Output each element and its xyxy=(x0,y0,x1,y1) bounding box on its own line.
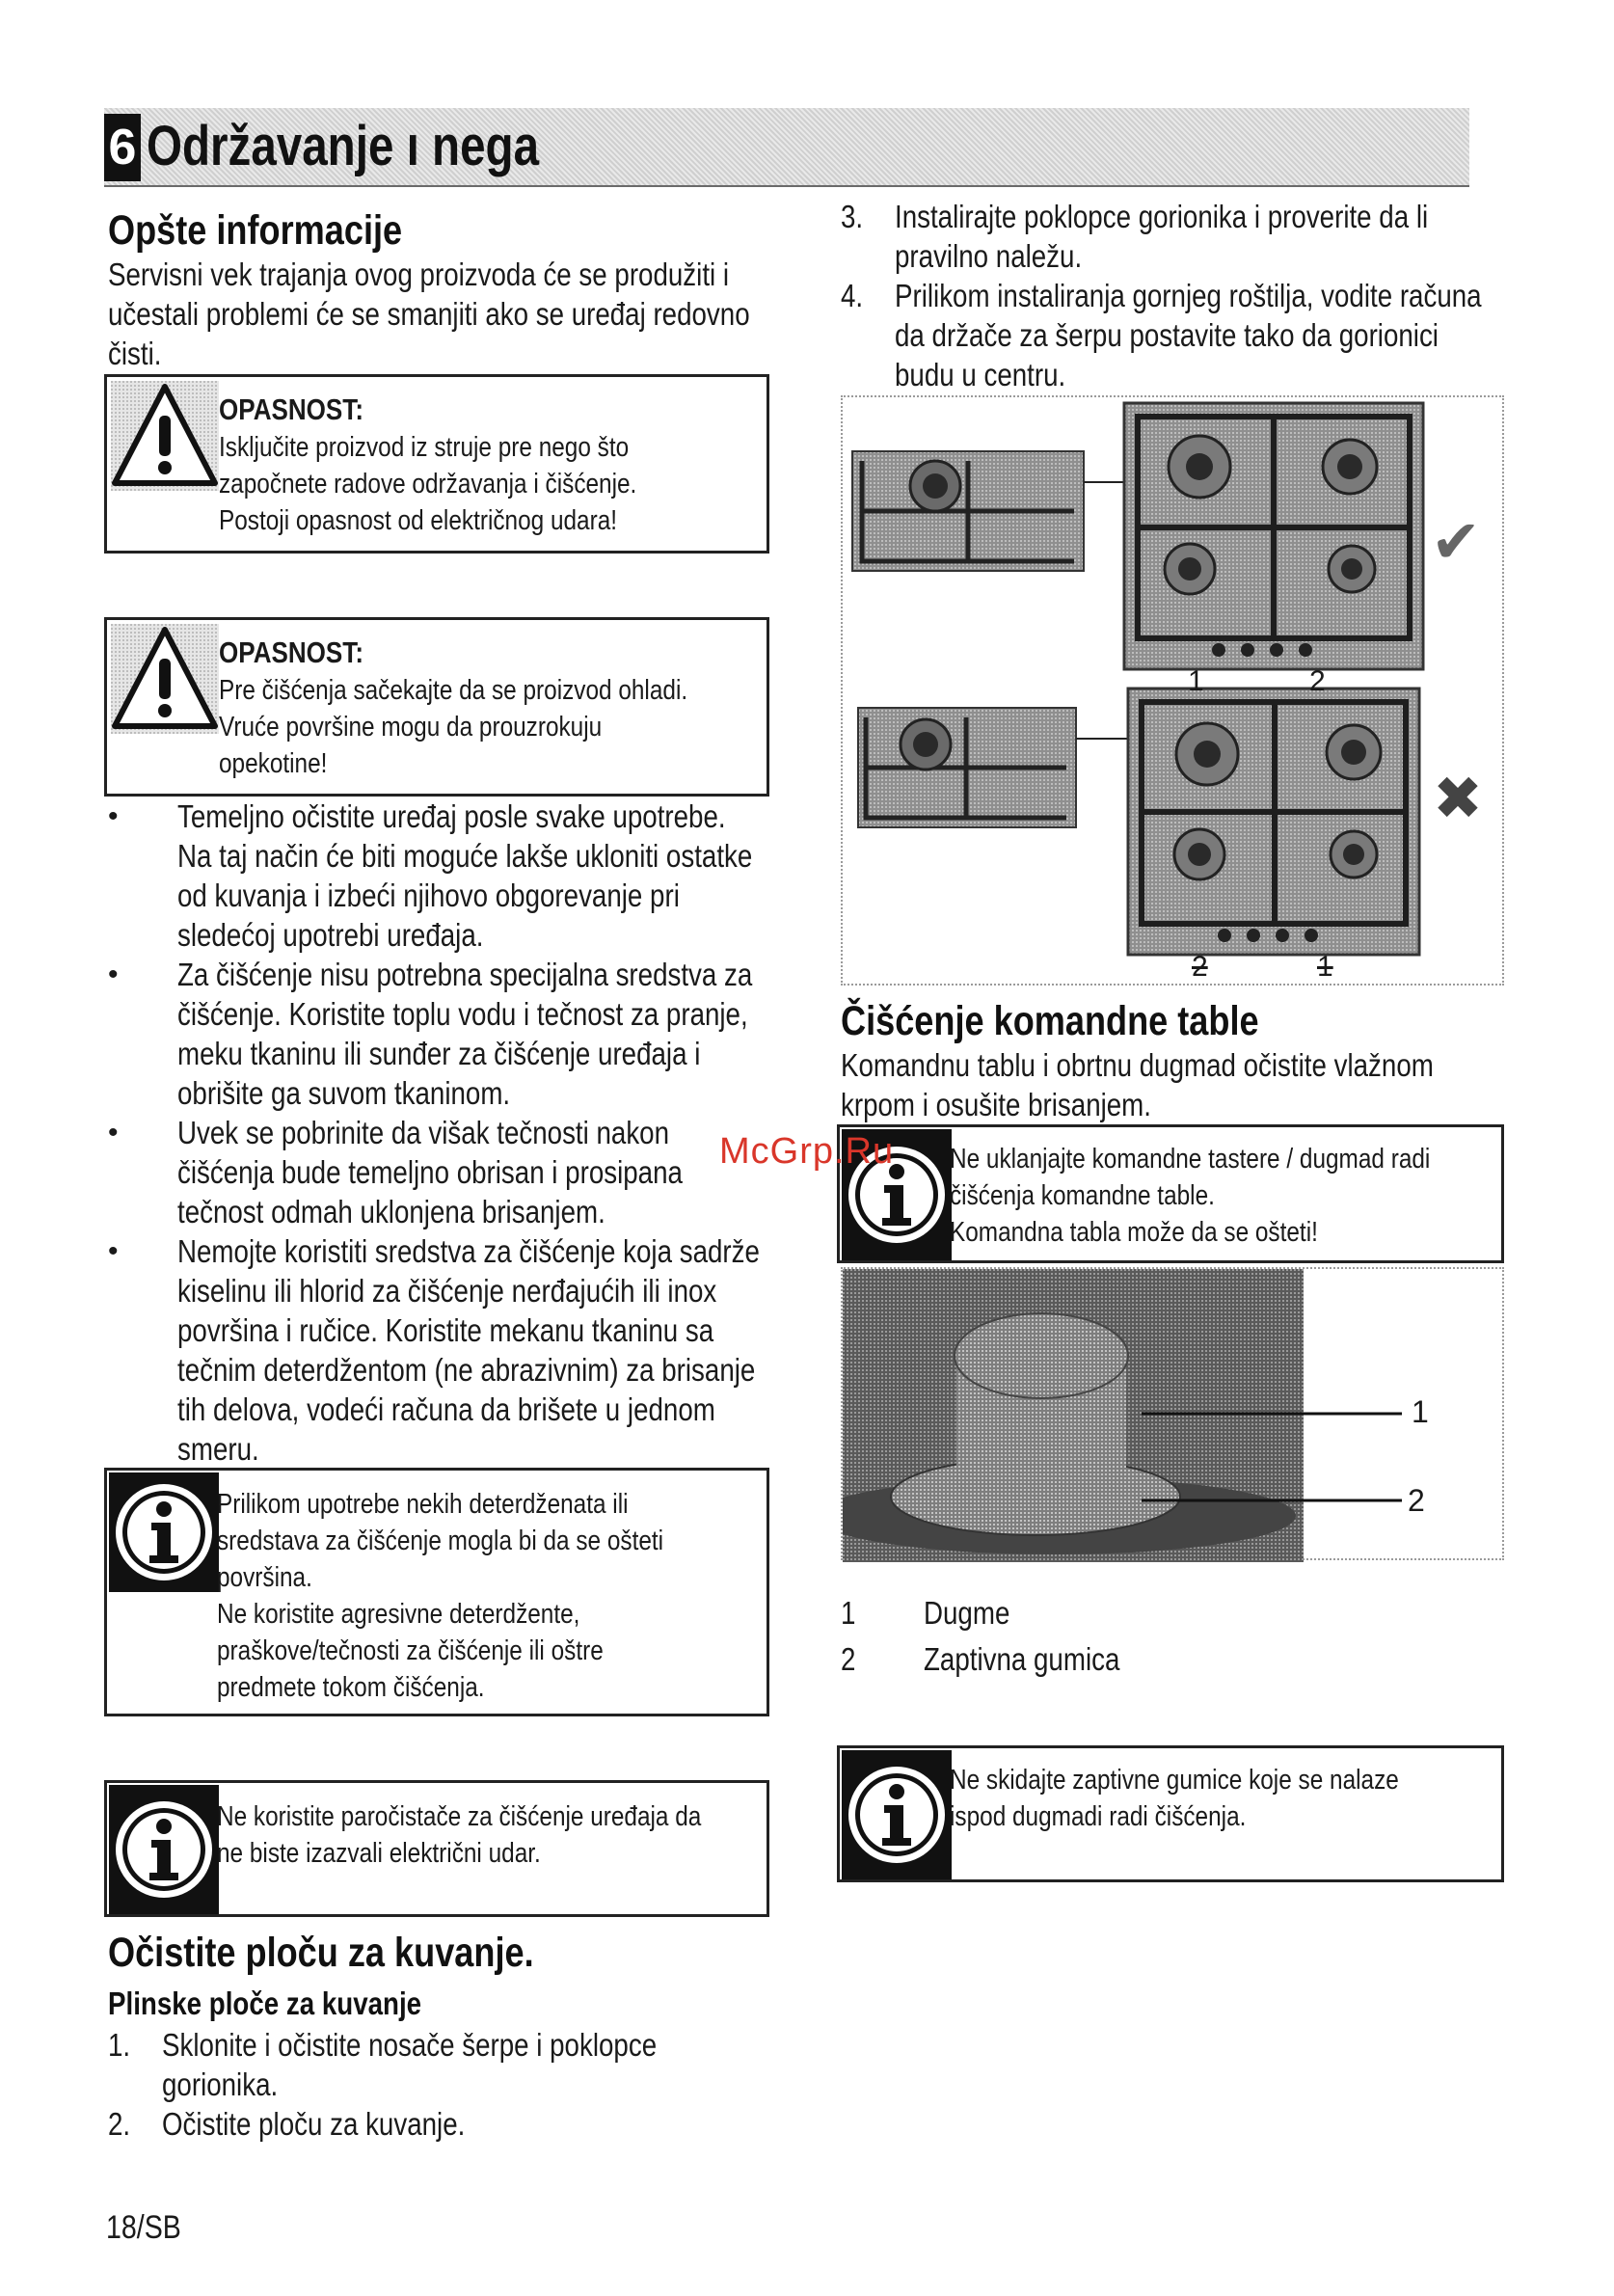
step-line: da držače za šerpu postavite tako da gorionici xyxy=(895,317,1439,353)
warning-triangle-icon xyxy=(111,381,219,491)
bullet-line: meku tkaninu ili sunđer za čišćenje uređaja i xyxy=(177,1036,701,1071)
hob-label: 2 xyxy=(1309,665,1326,697)
legend-label: Dugme xyxy=(924,1595,1010,1631)
step-line: Instalirajte poklopce gorionika i proverite da li xyxy=(895,199,1429,234)
info-box-steam xyxy=(104,1780,769,1917)
cooktop-subtitle: Plinske ploče za kuvanje xyxy=(108,1985,422,2021)
step-line: pravilno naležu. xyxy=(895,238,1083,274)
bullet-line: obrišite ga suvom tkaninom. xyxy=(177,1075,511,1111)
control-panel-title: Čišćenje komandne table xyxy=(841,998,1259,1044)
danger-title: OPASNOST: xyxy=(219,635,363,669)
step-line: Sklonite i očistite nosače šerpe i poklopce xyxy=(162,2027,658,2063)
danger-line: Pre čišćenja sačekajte da se proizvod ohladi. xyxy=(219,675,688,706)
bullet-line: tih delova, vodeći računa da brišete u jednom xyxy=(177,1391,715,1427)
bullet-line: Na taj način će biti moguće lakše ukloniti ostatke xyxy=(177,838,753,874)
control-intro-line: Komandnu tablu i obrtnu dugmad očistite vlažnom xyxy=(841,1047,1434,1083)
info-line: predmete tokom čišćenja. xyxy=(217,1672,485,1703)
page-number: 18/SB xyxy=(106,2209,181,2246)
danger-line: Vruće površine mogu da prouzrokuju xyxy=(219,712,603,743)
info-line: Ne koristite agresivne deterdžente, xyxy=(217,1599,580,1630)
danger-line: Isključite proizvod iz struje pre nego što xyxy=(219,432,630,463)
info-box-detergents xyxy=(104,1468,769,1716)
cross-icon: ✖ xyxy=(1433,766,1483,832)
knob-callout: 1 xyxy=(1412,1394,1429,1429)
step-line: gorionika. xyxy=(162,2066,279,2102)
step-number: 4. xyxy=(841,278,864,313)
bullet-line: sledećoj upotrebi uređaja. xyxy=(177,917,484,953)
info-icon xyxy=(109,1472,219,1592)
general-intro-line: učestali problemi će se smanjiti ako se uređaj redovno xyxy=(108,296,750,332)
bullet-line: površina i ručice. Koristite mekanu tkaninu sa xyxy=(177,1312,714,1348)
info-line: praškove/tečnosti za čišćenje ili oštre xyxy=(217,1635,604,1666)
control-panel-intro xyxy=(841,1045,1434,1124)
step-number: 3. xyxy=(841,199,864,234)
bullet-line: čišćenje. Koristite toplu vodu i tečnost za pranje, xyxy=(177,996,748,1032)
bullet-line: Uvek se pobrinite da višak tečnosti nakon xyxy=(177,1115,670,1150)
info-line: ispod dugmadi radi čišćenja. xyxy=(950,1801,1247,1832)
info-box-gaskets xyxy=(837,1745,1504,1882)
chapter-title: Održavanje ı nega xyxy=(147,115,540,177)
info-box-knobs xyxy=(837,1124,1504,1263)
bullet-line: tečnim deterdžentom (ne abrazivnim) za brisanje xyxy=(177,1352,756,1388)
info-icon xyxy=(842,1750,952,1879)
info-icon xyxy=(109,1785,219,1914)
bullet-marker: • xyxy=(108,1235,119,1267)
info-line: sredstava za čišćenje mogla bi da se ošteti xyxy=(217,1526,664,1556)
hob-illustration xyxy=(843,397,1506,987)
danger-line: Postoji opasnost od električnog udara! xyxy=(219,505,618,536)
info-line: Ne skidajte zaptivne gumice koje se nalaze xyxy=(950,1765,1399,1796)
legend-num: 1 xyxy=(841,1595,856,1631)
info-line: Prilikom upotrebe nekih deterdženata ili xyxy=(217,1489,629,1520)
general-intro-line: čisti. xyxy=(108,336,162,371)
info-line: čišćenja komandne table. xyxy=(950,1180,1215,1211)
bullet-line: Nemojte koristiti sredstva za čišćenje koja sadrže xyxy=(177,1233,760,1269)
cooktop-title: Očistite ploču za kuvanje. xyxy=(108,1930,534,1976)
info-line: Ne koristite paročistače za čišćenje uređaja da xyxy=(217,1801,702,1832)
legend-label: Zaptivna gumica xyxy=(924,1641,1120,1677)
info-line: Ne uklanjajte komandne tastere / dugmad radi xyxy=(950,1144,1431,1175)
legend-num: 2 xyxy=(841,1641,856,1677)
bullet-marker: • xyxy=(108,959,119,990)
info-line: Komandna tabla može da se ošteti! xyxy=(950,1217,1318,1248)
hob-figure xyxy=(841,395,1504,986)
general-intro xyxy=(108,255,750,373)
control-intro-line: krpom i osušite brisanjem. xyxy=(841,1087,1151,1122)
knob-figure xyxy=(841,1267,1504,1560)
step-line: Prilikom instaliranja gornjeg roštilja, vodite računa xyxy=(895,278,1482,313)
info-line: ne biste izazvali električni udar. xyxy=(217,1838,541,1869)
step-line: Očistite ploču za kuvanje. xyxy=(162,2106,466,2142)
bullet-line: Temeljno očistite uređaj posle svake upotrebe. xyxy=(177,798,726,834)
bullet-line: kiselinu ili hlorid za čišćenje nerđajućih ili inox xyxy=(177,1273,717,1309)
danger-line: započnete radove održavanja i čišćenje. xyxy=(219,469,637,500)
bullet-marker: • xyxy=(108,1117,119,1148)
checkmark-icon: ✔ xyxy=(1431,509,1481,576)
step-number: 2. xyxy=(108,2106,131,2142)
chapter-number: 6 xyxy=(104,114,141,181)
general-title: Opšte informacije xyxy=(108,207,403,254)
danger-box-power xyxy=(104,374,769,554)
danger-title: OPASNOST: xyxy=(219,392,363,426)
hob-label: 1 xyxy=(1317,951,1333,983)
danger-line: opekotine! xyxy=(219,748,328,779)
hob-label: 2 xyxy=(1192,951,1208,983)
danger-box-hot xyxy=(104,617,769,797)
bullet-line: smeru. xyxy=(177,1431,259,1467)
warning-triangle-icon xyxy=(111,624,219,734)
bullet-line: tečnost odmah uklonjena brisanjem. xyxy=(177,1194,605,1229)
step-line: budu u centru. xyxy=(895,357,1066,392)
bullet-line: čišćenja bude temeljno obrisan i prosipana xyxy=(177,1154,683,1190)
knob-illustration xyxy=(843,1269,1506,1562)
knob-callout: 2 xyxy=(1408,1483,1425,1518)
info-line: površina. xyxy=(217,1562,312,1593)
hob-label: 1 xyxy=(1188,665,1204,697)
step-number: 1. xyxy=(108,2027,131,2063)
bullet-line: od kuvanja i izbeći njihovo obgorevanje pri xyxy=(177,878,680,913)
general-intro-line: Servisni vek trajanja ovog proizvoda će se produžiti i xyxy=(108,257,730,292)
bullet-line: Za čišćenje nisu potrebna specijalna sredstva za xyxy=(177,957,753,992)
bullet-marker: • xyxy=(108,800,119,832)
watermark: McGrp.Ru xyxy=(719,1131,895,1172)
